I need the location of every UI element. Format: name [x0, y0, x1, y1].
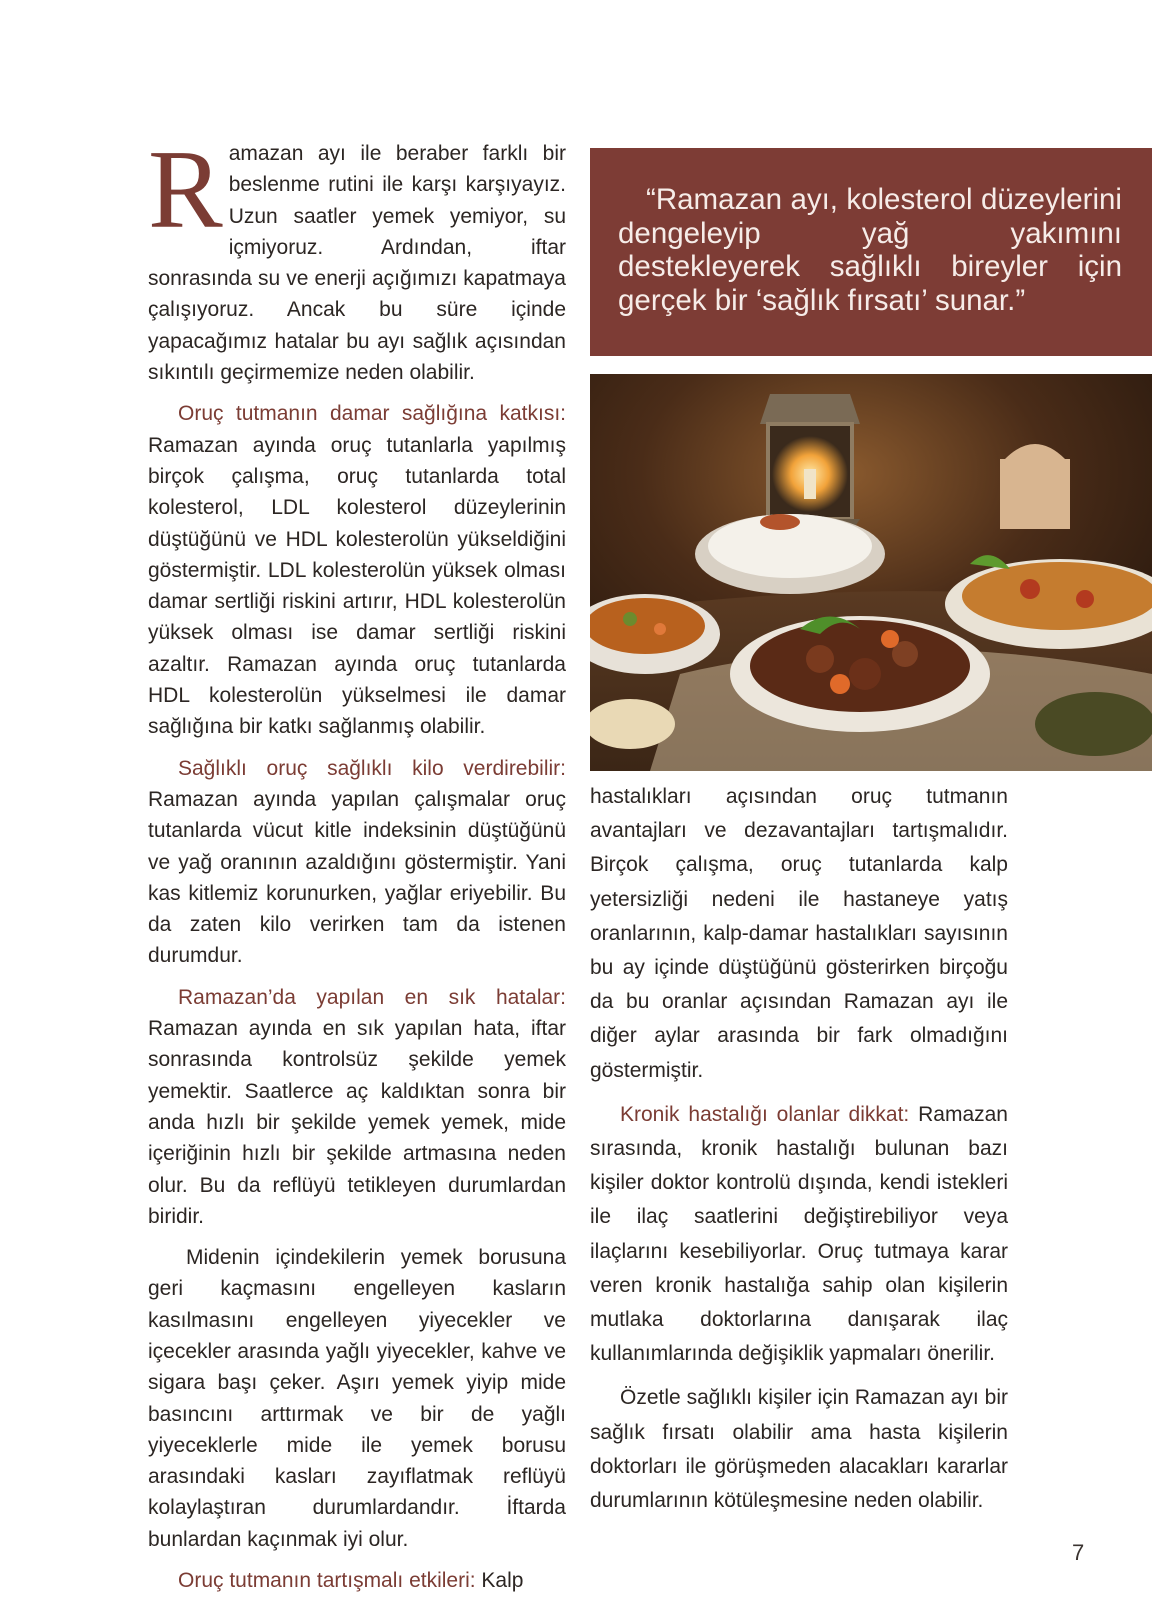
section-heading: Kronik hastalığı olanlar dikkat: [620, 1102, 910, 1126]
intro-text: amazan ayı ile beraber farklı bir beslenme rutini ile karşı karşıyayız. Uzun saatler yemek yemiyor, su içmiyoruz. Ardından, iftar sonrasında su ve enerji açığımızı kapatmaya çalışıyoruz. Ancak bu süre içinde yapacağımız hatalar bu ayı sağlık açısından sıkıntılı geçirmemize neden olabilir. [148, 142, 566, 385]
section-damar-sagligi [148, 398, 566, 742]
summary-paragraph: Özetle sağlıklı kişiler için Ramazan ayı bir sağlık fırsatı olabilir ama hasta kişilerin doktorları ile görüşmeden alacakları kararlar durumlarının kötüleşmesine neden olabilir. [590, 1386, 1008, 1513]
left-column [148, 128, 566, 1606]
intro-paragraph [148, 128, 566, 388]
section-kilo [148, 753, 566, 972]
section-heading: Oruç tutmanın damar sağlığına katkısı: [178, 402, 566, 426]
meat-plate-icon [730, 616, 990, 732]
paragraph-reflu: Midenin içindekilerin yemek borusuna geri kaçmasını engelleyen kasların kasılmasını engelleyen yiyecekler ve içecekler arasında yağlı yiyecekler, kahve ve sigara başı çeker. Aşırı yemek yiyip mide basıncını arttırmak ve bir de yağlı yiyeceklerle mide ile yemek borusu arasındaki kasları zayıflatmak reflüyü kolaylaştıran durumlardandır. İftarda bunlardan kaçınmak iyi olur. [148, 1246, 566, 1551]
section-kronik [590, 1098, 1008, 1372]
section-body: Kalp [475, 1569, 524, 1593]
rice-bowl-icon [695, 514, 885, 594]
pull-quote-text: “Ramazan ayı, kolesterol düzeylerini dengeleyip yağ yakımını destekleyerek sağlıklı bireyler için gerçek bir ‘sağlık fırsatı’ sunar.” [618, 183, 1122, 317]
right-column [590, 780, 1008, 1528]
section-heading: Sağlıklı oruç sağlıklı kilo verdirebilir: [178, 756, 566, 780]
section-body: Ramazan ayında en sık yapılan hata, iftar sonrasında kontrolsüz şekilde yemek yemektir. Saatlerce aç kaldıktan sonra bir anda hızlı bir şekilde yemek yemek, mide içeriğinin hızlı bir şekilde artmasına neden olur. Bu da reflüyü tetikleyen durumlardan biridir. [148, 1017, 566, 1228]
section-hatalar [148, 982, 566, 1232]
section-body: Ramazan sırasında, kronik hastalığı bulunan bazı kişiler doktor kontrolü dışında, kendi istekleri ile ilaç saatlerini değiştirebiliyor veya ilaçlarını kesebiliyorlar. Oruç tutmaya karar veren kronik hastalığa sahip olan kişilerin mutlaka doktorlarına danışarak ilaç kullanımlarında değişiklik yapmaları önerilir. [590, 1102, 1008, 1366]
section-body: Ramazan ayında oruç tutanlarla yapılmış birçok çalışma, oruç tutanlarda total kolesterol, LDL kolesterol düzeylerinin düştüğünü ve HDL kolesterolün yükseldiğini göstermiştir. LDL kolesterolün yüksek olması damar sertliği riskini artırır, HDL kolesterolün yüksek olması ise damar sertliği riskini azaltır. Ramazan ayında oruç tutanlarda HDL kolesterolün yükselmesi ile damar sağlığına bir katkı sağlanmış olabilir. [148, 433, 566, 739]
continuation-paragraph: hastalıkları açısından oruç tutmanın avantajları ve dezavantajları tartışmalıdır. Birçok çalışma, oruç tutanlarda kalp yetersizliği nedeni ile hastaneye yatış oranlarının, kalp-damar hastalıkları sayısının bu ay içinde düştüğünü gösterirken birçoğu da bu oranlar açısından Ramazan ayı ile diğer aylar arasında bir fark olmadığını göstermiştir. [590, 785, 1008, 1082]
lantern-icon [760, 394, 860, 534]
section-tartismali [148, 1565, 566, 1596]
section-body: Ramazan ayında yapılan çalışmalar oruç tutanlarda vücut kitle indeksinin düştüğünü ve yağ oranının azaldığını göstermiştir. Yani kas kitlemiz korunurken, yağlar eriyebilir. Bu da zaten kilo verirken tam da istenen durumdur. [148, 787, 566, 968]
pull-quote [590, 148, 1152, 356]
iftar-food-photo [590, 374, 1152, 771]
section-heading: Ramazan’da yapılan en sık hatalar: [178, 985, 566, 1009]
page-number: 7 [1072, 1540, 1085, 1565]
drop-cap: R [148, 128, 223, 252]
section-heading: Oruç tutmanın tartışmalı etkileri: [178, 1569, 476, 1593]
food-photo-illustration [590, 374, 1152, 771]
